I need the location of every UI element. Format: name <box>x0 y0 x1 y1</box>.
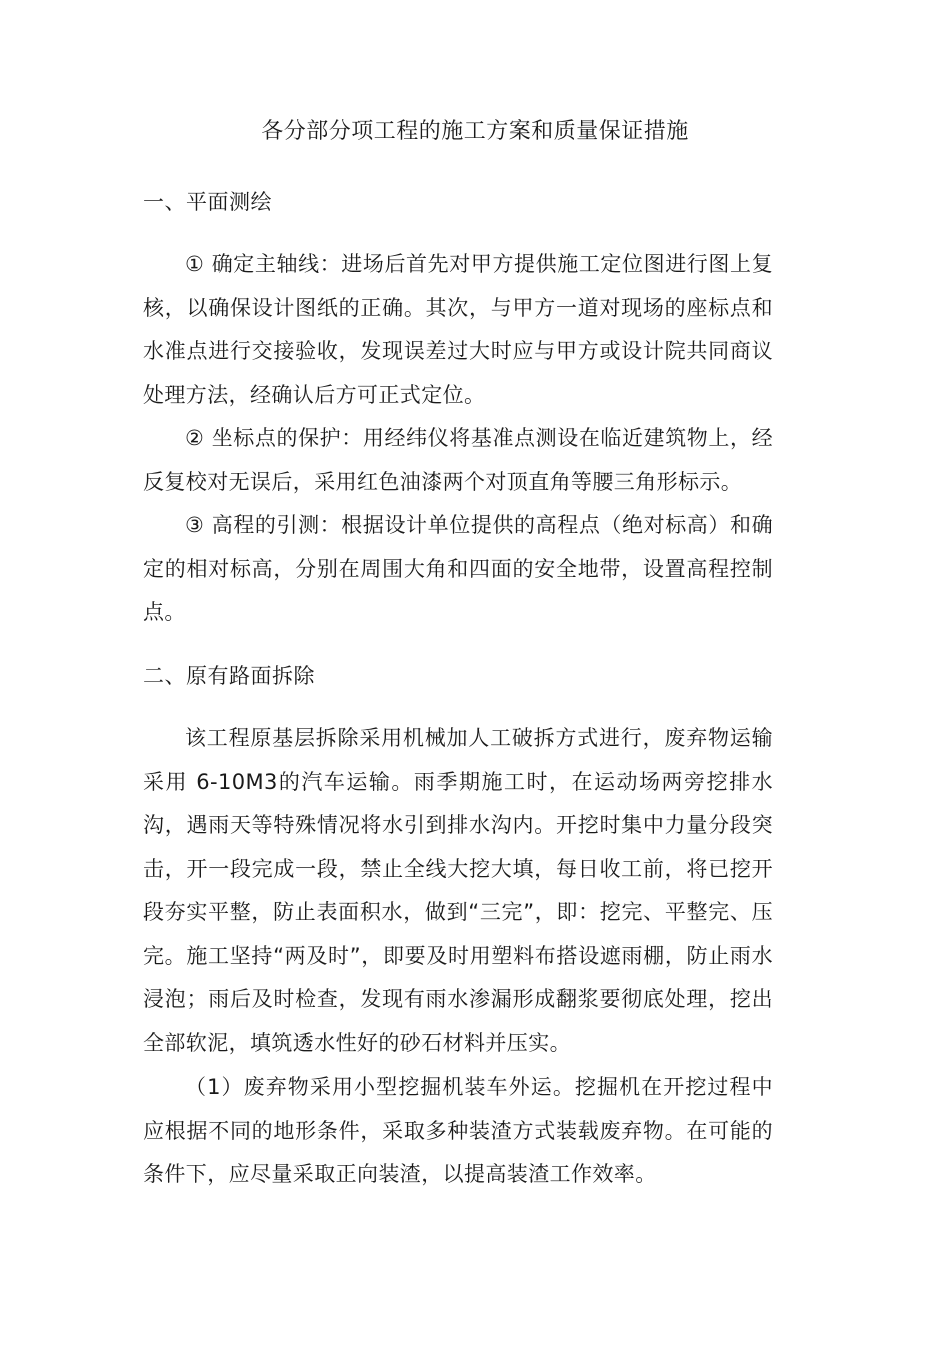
section-heading-surveying: 一、平面测绘 <box>143 190 272 214</box>
paragraph-demolition-method: 该工程原基层拆除采用机械加人工破拆方式进行，废弃物运输采用 6-10M3的汽车运输。雨季期施工时，在运动场两旁挖排水沟，遇雨天等特殊情况将水引到排水沟内。开挖时集中力量分段突击，开一段完成一段，禁止全线大挖大填，每日收工前，将已挖开段夯实平整，防止表面积水，做到“三完”，即：挖完、平整完、压完。施工坚持“两及时”，即要及时用塑料布搭设遮雨棚，防止雨水浸泡；雨后及时检查，发现有雨水渗漏形成翻浆要彻底处理，挖出全部软泥，填筑透水性好的砂石材料并压实。 <box>143 726 773 1055</box>
paragraph-main-axis: ① 确定主轴线：进场后首先对甲方提供施工定位图进行图上复核，以确保设计图纸的正确。其次，与甲方一道对现场的座标点和水准点进行交接验收，发现误差过大时应与甲方或设计院共同商议处理方法，经确认后方可正式定位。 <box>143 252 773 407</box>
paragraph-waste-loading: （1）废弃物采用小型挖掘机装车外运。挖掘机在开挖过程中应根据不同的地形条件，采取多种装渣方式装载废弃物。在可能的条件下，应尽量采取正向装渣，以提高装渣工作效率。 <box>143 1075 773 1186</box>
paragraph-elevation-survey: ③ 高程的引测：根据设计单位提供的高程点（绝对标高）和确定的相对标高，分别在周围大角和四面的安全地带，设置高程控制点。 <box>143 513 773 624</box>
document-title: 各分部分项工程的施工方案和质量保证措施 <box>261 119 689 144</box>
paragraph-coordinate-protection: ② 坐标点的保护：用经纬仪将基准点测设在临近建筑物上，经反复校对无误后，采用红色油漆两个对顶直角等腰三角形标示。 <box>143 426 773 494</box>
section-heading-demolition: 二、原有路面拆除 <box>143 664 315 688</box>
